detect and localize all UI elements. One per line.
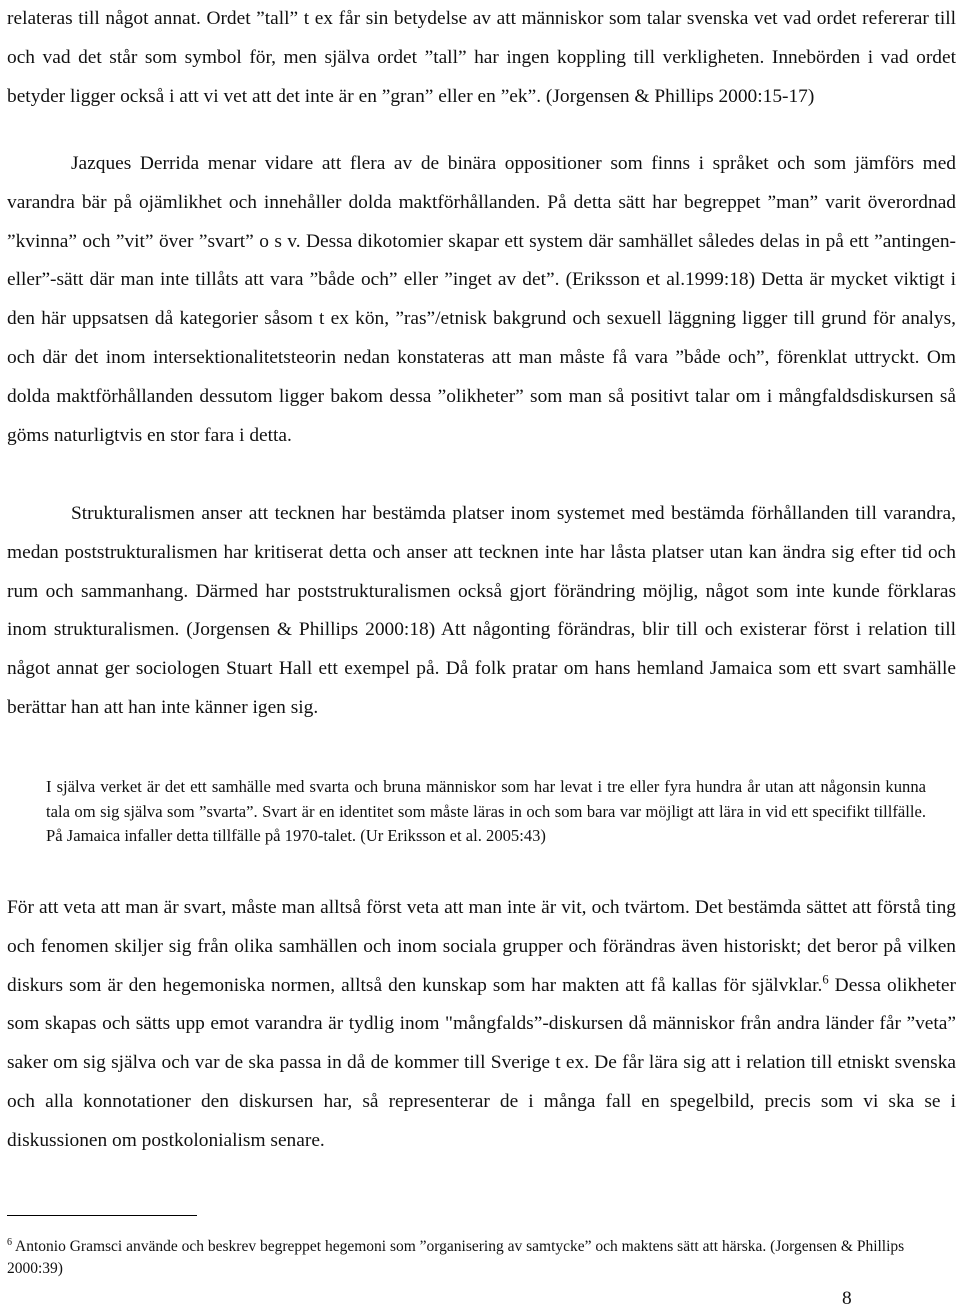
footnote-text: Antonio Gramsci använde och beskrev begreppet hegemoni som ”organisering av samtycke” och maktens sätt att härska. (Jorgensen & Phillips 2000:39) xyxy=(7,1238,905,1277)
paragraph-text: Jazques Derrida menar vidare att flera av de binära oppositioner som finns i språket och som jämförs med varandra bär på ojämlikhet och innehåller dolda maktförhållanden. På detta sätt har begreppet ”man” varit överordnad ”kvinna” och ”vit” över ”svart” o s v. Dessa dikotomier skapar ett system där samhället således delas in på ett ”antingen-eller”-sätt där man inte tillåts att vara ”både och” eller ”inget av det”. (Eriksson et al.1999:18) Detta är mycket viktigt i den här uppsatsen då kategorier såsom t ex kön, ”ras”/etnisk bakgrund och sexuell läggning ligger till grund för analys, och där det inom intersektionalitetsteorin nedan konstateras att man måste få vara ”både och”, förenklat uttryckt. Om dolda maktförhållanden dessutom ligger bakom dessa ”olikheter” som man så positivt talar om i mångfaldsdiskursen så göms naturligtvis en stor fara i detta. xyxy=(7,153,956,446)
footnote xyxy=(7,1236,947,1280)
block-quote: I själva verket är det ett samhälle med svarta och bruna människor som har levat i tre eller fyra hundra år utan att någonsin kunna tala om sig själva som ”svarta”. Svart är en identitet som måste läras in och som bara var möjligt att lära in vid ett specifikt tillfälle. På Jamaica infaller detta tillfälle på 1970-talet. (Ur Eriksson et al. 2005:43) xyxy=(46,777,926,845)
body-paragraph-3 xyxy=(7,495,956,728)
body-paragraph-4 xyxy=(7,889,956,1161)
paragraph-text-after-note: Dessa olikheter som skapas och sätts upp emot varandra är tydlig inom "mångfalds”-diskursen då människor från andra länder får ”veta” saker om sig själva och var de ska passa in då de kommer till Sverige t ex. De får lära sig att i relation till etniskt svenska och alla konnotationer den diskursen har, så representerar de i många fall en spegelbild, precis som vi ska se i diskussionen om postkolonialism senare. xyxy=(7,974,956,1151)
paragraph-text: Strukturalismen anser att tecknen har bestämda platser inom systemet med bestämda förhållanden till varandra, medan poststrukturalismen har kritiserat detta och anser att tecknen inte har låsta platser utan kan ändra sig efter tid och rum och sammanhang. Därmed har poststrukturalismen också gjort förändring möjlig, något som inte kunde förklaras inom strukturalismen. (Jorgensen & Phillips 2000:18) Att någonting förändras, blir till och existerar först i relation till något annat ger sociologen Stuart Hall ett exempel på. Då folk pratar om hans hemland Jamaica som ett svart samhälle berättar han att han inte känner igen sig. xyxy=(7,503,956,718)
body-paragraph-1 xyxy=(7,0,956,116)
paragraph-text-before-note: För att veta att man är svart, måste man alltså först veta att man inte är vit, och tvärtom. Det bestämda sättet att förstå ting och fenomen skiljer sig från olika samhällen och inom sociala grupper och förändras även historiskt; det beror på vilken diskurs som är den hegemoniska normen, alltså den kunskap som har makten att få kallas för självklar. xyxy=(7,897,956,996)
footnote-divider xyxy=(7,1215,197,1216)
page-number: 8 xyxy=(842,1288,852,1309)
body-paragraph-2 xyxy=(7,145,956,455)
paragraph-text: relateras till något annat. Ordet ”tall” t ex får sin betydelse av att människor som talar svenska vet vad ordet refererar till och vad det står som symbol för, men själva ordet ”tall” har ingen koppling till verkligheten. Innebörden i vad ordet betyder ligger också i att vi vet att det inte är en ”gran” eller en ”ek”. (Jorgensen & Phillips 2000:15-17) xyxy=(7,8,956,107)
footnote-number: 6 xyxy=(7,1236,13,1248)
footnote-reference[interactable]: 6 xyxy=(822,972,829,987)
